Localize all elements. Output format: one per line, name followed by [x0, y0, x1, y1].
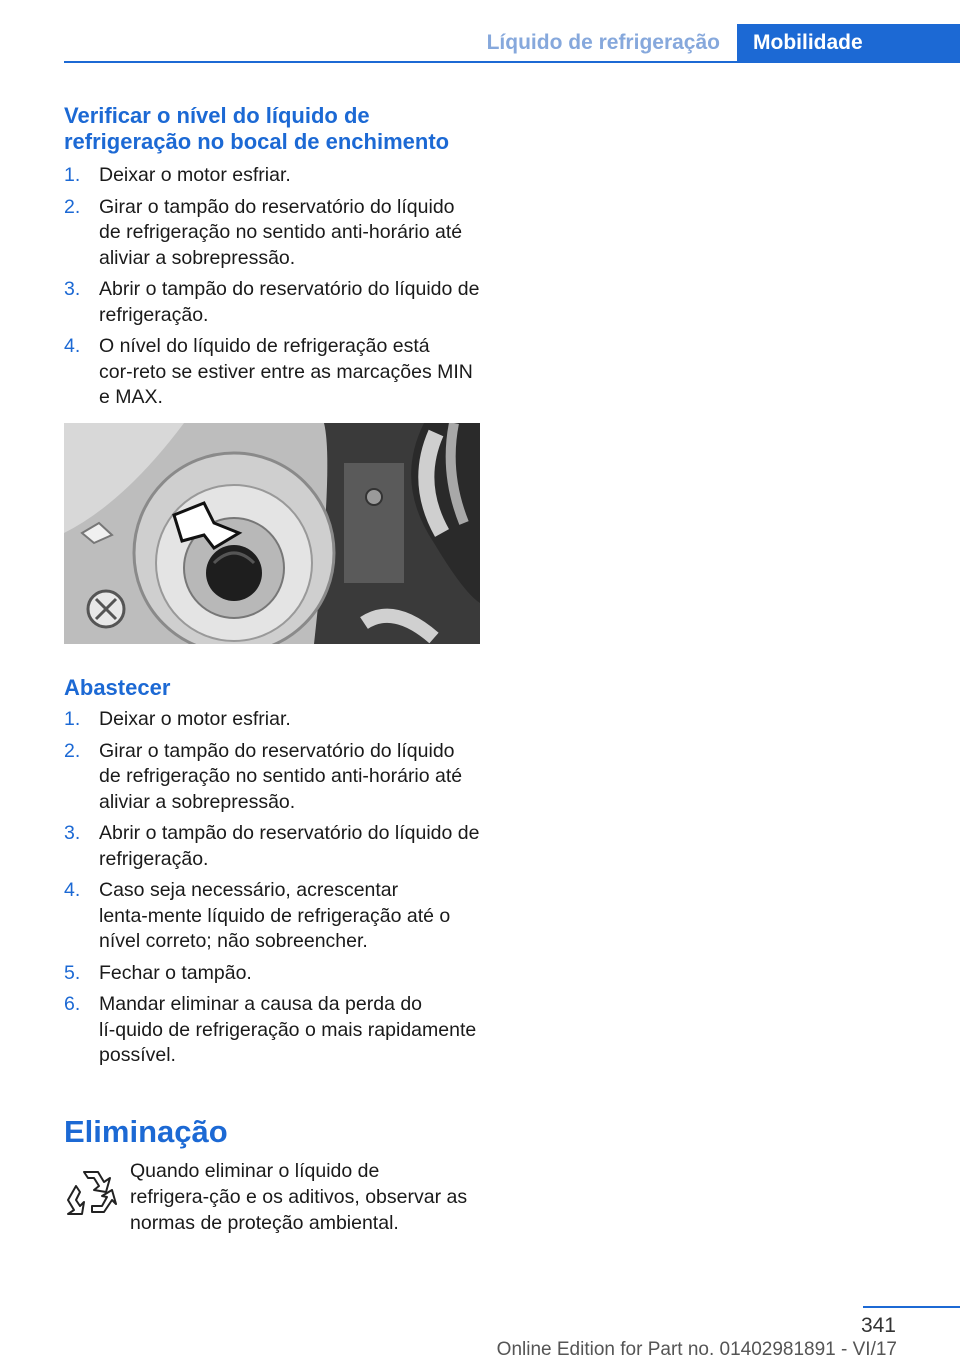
list-item: 6. Mandar eliminar a causa da perda do lí‑quido de refrigeração o mais rapidamente possível. [64, 993, 477, 1066]
footer-edition: Online Edition for Part no. 01402981891 - VI/17 [496, 1339, 897, 1360]
list-item: 4. O nível do líquido de refrigeração está cor‑reto se estiver entre as marcações MIN e MAX. [64, 335, 473, 408]
check-level-section [64, 103, 480, 417]
fill-title: Abastecer [64, 675, 171, 700]
disposal-note: Quando eliminar o líquido de refrigera‑ção e os aditivos, observar as normas de proteção ambiental. [64, 1158, 480, 1236]
running-header-section: Líquido de refrigeração [486, 31, 720, 54]
recycle-icon [64, 1166, 118, 1218]
list-item: 3. Abrir o tampão do reservatório do líquido de refrigeração. [64, 278, 480, 326]
list-item: 5. Fechar o tampão. [64, 961, 252, 984]
fill-steps-list [64, 707, 480, 1069]
check-steps-list [64, 163, 480, 411]
disposal-section [64, 1114, 480, 1236]
list-item: 2. Girar o tampão do reservatório do líquido de refrigeração no sentido anti‑horário até aliviar a sobrepressão. [64, 195, 463, 269]
footer-rule [863, 1306, 960, 1308]
fill-section [64, 675, 480, 1075]
list-item: 1. Deixar o motor esfriar. [64, 164, 291, 186]
list-item: 1. Deixar o motor esfriar. [64, 708, 291, 730]
running-header-chapter: Mobilidade [737, 24, 960, 62]
header-rule [64, 61, 960, 63]
list-item: 2. Girar o tampão do reservatório do líquido de refrigeração no sentido anti‑horário até aliviar a sobrepressão. [64, 739, 463, 813]
page-number: 341 [860, 1314, 896, 1337]
disposal-title: Eliminação [64, 1114, 228, 1149]
coolant-reservoir-photo [64, 423, 480, 644]
list-item: 4. Caso seja necessário, acrescentar lenta‑mente líquido de refrigeração até o nível correto; não sobreencher. [64, 879, 451, 952]
list-item: 3. Abrir o tampão do reservatório do líquido de refrigeração. [64, 822, 480, 870]
check-level-title: Verificar o nível do líquido de refrigeração no bocal de enchimento [64, 103, 450, 154]
